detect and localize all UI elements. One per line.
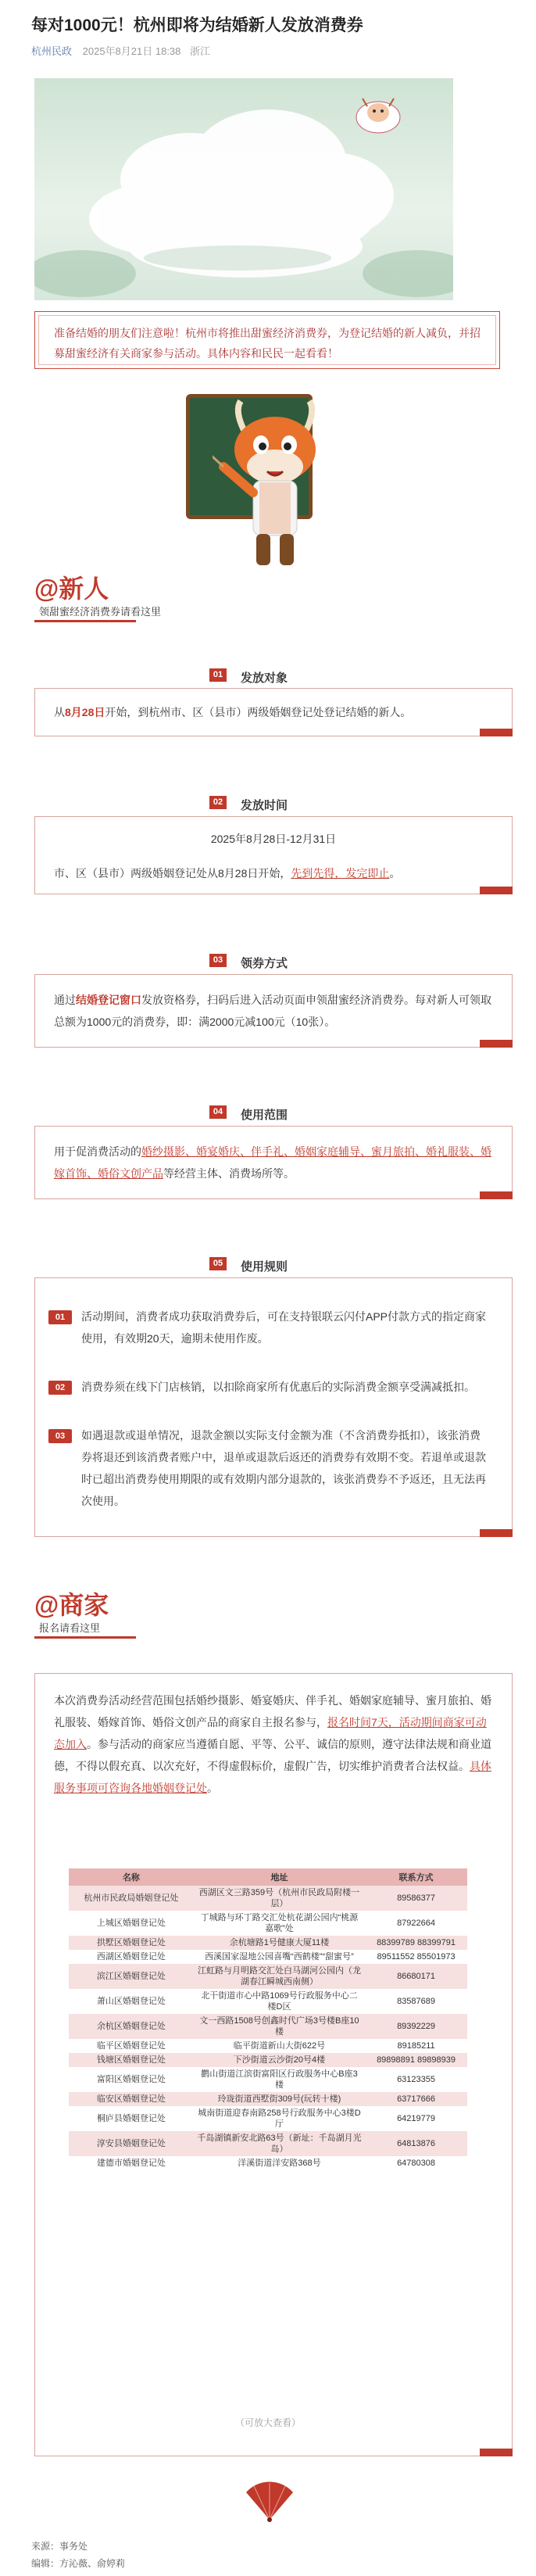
editor-line: 编辑：方沁薇、俞婷莉	[31, 2558, 126, 2569]
cell-phone: 64219779	[365, 2106, 467, 2131]
table-row	[69, 1911, 467, 1936]
cell-name: 拱墅区婚姻登记处	[69, 1936, 194, 1950]
table-row	[69, 2039, 467, 2053]
time-range: 2025年8月28日-12月31日	[210, 833, 337, 845]
cell-name: 临安区婚姻登记处	[69, 2092, 194, 2106]
card-time	[34, 816, 513, 894]
cell-address: 北干街道市心中路1069号行政服务中心二楼D区	[194, 1989, 365, 2014]
cell-phone: 63717666	[365, 2092, 467, 2106]
cell-address: 下沙街道云沙街20号4楼	[194, 2053, 365, 2067]
cell-name: 西湖区婚姻登记处	[69, 1950, 194, 1964]
cell-phone: 89898891 89898939	[365, 2053, 467, 2067]
cell-name: 滨江区婚姻登记处	[69, 1964, 194, 1989]
cell-name: 萧山区婚姻登记处	[69, 1989, 194, 2014]
scope-text: 用于促消费活动的婚纱摄影、婚宴婚庆、伴手礼、婚姻家庭辅导、蜜月旅拍、婚礼服装、婚嫁首饰、婚俗文创产品等经营主体、消费场所等。	[54, 1145, 491, 1180]
table-row	[69, 2131, 467, 2156]
newcomer-underline	[34, 620, 136, 622]
merchant-intro: 本次消费券活动经营范围包括婚纱摄影、婚宴婚庆、伴手礼、婚姻家庭辅导、蜜月旅拍、婚礼服装、婚嫁首饰、婚俗文创产品的商家自主报名参与，报名时间7天，活动期间商家可动态加入。参与活动的商家应当遵循自愿、平等、公平、诚信的原则，遵守法律法规和商业道德，不得以假充真、以次充好，不得虚假标价，虚假广告，切实维护消费者合法权益。具体服务事项可咨询各地婚姻登记处。	[54, 1694, 491, 1794]
section-number-05: 05	[209, 1257, 227, 1270]
section-number-03: 03	[209, 954, 227, 967]
cell-address: 文一西路1508号创鑫时代广场3号楼B座10楼	[194, 2014, 365, 2039]
cell-address: 江虹路与月明路交汇处白马湖河公园内（龙湖春江瞬城西南侧）	[194, 1964, 365, 1989]
cow-mascot-illustration	[213, 395, 345, 582]
table-row	[69, 2014, 467, 2039]
intro-text: 准备结婚的朋友们注意啦！杭州市将推出甜蜜经济消费券，为登记结婚的新人减负，并招募甜蜜经济有关商家参与活动。具体内容和民民一起看看！	[54, 327, 481, 360]
cell-address: 鹳山街道江滨街富阳区行政服务中心B座3楼	[194, 2067, 365, 2092]
merchant-subheading: 报名请看这里	[39, 1622, 101, 1634]
section-title-time: 发放时间	[241, 799, 288, 812]
cell-address: 千岛湖镇新安北路63号（新址：千岛湖月光岛）	[194, 2131, 365, 2156]
col-address-header: 地址	[194, 1868, 365, 1886]
table-row	[69, 1950, 467, 1964]
cell-phone: 89392229	[365, 2014, 467, 2039]
cell-address: 西溪国家湿地公园喜嘴“西鹤楼”“甜蜜号”	[194, 1950, 365, 1964]
cell-phone: 89185211	[365, 2039, 467, 2053]
time-text: 市、区（县市）两级婚姻登记处从8月28日开始，先到先得，发完即止。	[54, 867, 401, 880]
article-title: 每对1000元！杭州即将为结婚新人发放消费券	[31, 16, 363, 34]
cell-address: 临平街道新山大街622号	[194, 2039, 365, 2053]
cell-name: 杭州市民政局婚姻登记处	[69, 1886, 194, 1911]
cell-address: 余杭塘路1号健康大厦11楼	[194, 1936, 365, 1950]
table-row	[69, 1886, 467, 1911]
cell-name: 余杭区婚姻登记处	[69, 2014, 194, 2039]
cell-phone: 89586377	[365, 1886, 467, 1911]
red-fan-icon	[242, 2477, 297, 2524]
cell-address: 城南街道迎春南路258号行政服务中心3楼D厅	[194, 2106, 365, 2131]
table-header-row	[69, 1868, 467, 1886]
section-title-rules: 使用规则	[241, 1260, 288, 1274]
cell-name: 富阳区婚姻登记处	[69, 2067, 194, 2092]
rule-text-01: 活动期间，消费者成功获取消费券后，可在支持银联云闪付APP付款方式的指定商家使用，有效期20天，逾期未使用作废。	[81, 1310, 487, 1345]
cell-phone: 86680171	[365, 1964, 467, 1989]
cell-address: 西湖区文三路359号（杭州市民政局附楼一层）	[194, 1886, 365, 1911]
merchant-heading: @商家	[34, 1591, 109, 1619]
newcomer-heading: @新人	[34, 575, 109, 603]
rule-text-03: 如遇退款或退单情况，退款金额以实际支付金额为准（不含消费券抵扣），该张消费券将退还到该消费者账户中，退单或退款后返还的消费券有效期不变。若退单或退款时已超出消费券使用期限的或有效期内部分退款的，该张消费券不予返还，且无法再次使用。	[81, 1429, 486, 1507]
cell-phone: 64813876	[365, 2131, 467, 2156]
rule-number-02: 02	[48, 1381, 72, 1395]
registry-office-table	[69, 1868, 467, 2170]
table-row	[69, 1936, 467, 1950]
cell-phone: 63123355	[365, 2067, 467, 2092]
section-title-scope: 使用范围	[241, 1109, 288, 1122]
cell-name: 钱塘区婚姻登记处	[69, 2053, 194, 2067]
col-name-header: 名称	[69, 1868, 194, 1886]
table-row	[69, 1964, 467, 1989]
rule-number-01: 01	[48, 1310, 72, 1324]
rule-number-03: 03	[48, 1429, 72, 1443]
cell-address: 玲珑街道西墅街309号(玩转十楼)	[194, 2092, 365, 2106]
cell-name: 淳安县婚姻登记处	[69, 2131, 194, 2156]
target-text: 从8月28日开始，到杭州市、区（县市）两级婚姻登记处登记结婚的新人。	[54, 706, 412, 718]
card-scope	[34, 1126, 513, 1199]
cell-phone: 83587689	[365, 1989, 467, 2014]
hero-cloud-illustration	[34, 78, 453, 300]
cell-phone: 64780308	[365, 2156, 467, 2170]
cell-name: 上城区婚姻登记处	[69, 1911, 194, 1936]
table-row	[69, 2053, 467, 2067]
cell-name: 建德市婚姻登记处	[69, 2156, 194, 2170]
zoom-hint: （可放大查看）	[234, 2417, 301, 2428]
card-method	[34, 974, 513, 1048]
section-title-target: 发放对象	[241, 672, 288, 685]
cell-name: 临平区婚姻登记处	[69, 2039, 194, 2053]
section-number-02: 02	[209, 796, 227, 809]
article-meta	[31, 43, 216, 58]
intro-box	[34, 311, 500, 369]
cell-address: 洋溪街道洋安路368号	[194, 2156, 365, 2170]
cell-phone: 89511552 85501973	[365, 1950, 467, 1964]
rule-text-02: 消费券须在线下门店核销，以扣除商家所有优惠后的实际消费金额享受满减抵扣。	[81, 1381, 475, 1393]
cell-name: 桐庐县婚姻登记处	[69, 2106, 194, 2131]
section-title-method: 领券方式	[241, 957, 288, 970]
section-number-01: 01	[209, 668, 227, 682]
cell-phone: 88399789 88399791	[365, 1936, 467, 1950]
table-row	[69, 2156, 467, 2170]
cell-phone: 87922664	[365, 1911, 467, 1936]
publish-date: 2025年8月21日 18:38	[82, 45, 181, 57]
method-text: 通过结婚登记窗口发放资格券，扫码后进入活动页面申领甜蜜经济消费券。每对新人可领取总额为1000元的消费券，即：满2000元减100元（10张）。	[54, 994, 491, 1028]
table-row	[69, 2092, 467, 2106]
cell-address: 丁城路与环丁路交汇处杭花湖公园内“桃源嘉歌”处	[194, 1911, 365, 1936]
col-phone-header: 联系方式	[365, 1868, 467, 1886]
publish-location: 浙江	[190, 45, 211, 57]
newcomer-subheading: 领甜蜜经济消费券请看这里	[39, 606, 162, 618]
table-row	[69, 2106, 467, 2131]
card-target	[34, 688, 513, 736]
source-link[interactable]: 杭州民政	[31, 45, 73, 57]
section-number-04: 04	[209, 1105, 227, 1119]
table-row	[69, 1989, 467, 2014]
merchant-underline	[34, 1636, 136, 1639]
table-row	[69, 2067, 467, 2092]
source-line: 来源：事务处	[31, 2541, 88, 2552]
